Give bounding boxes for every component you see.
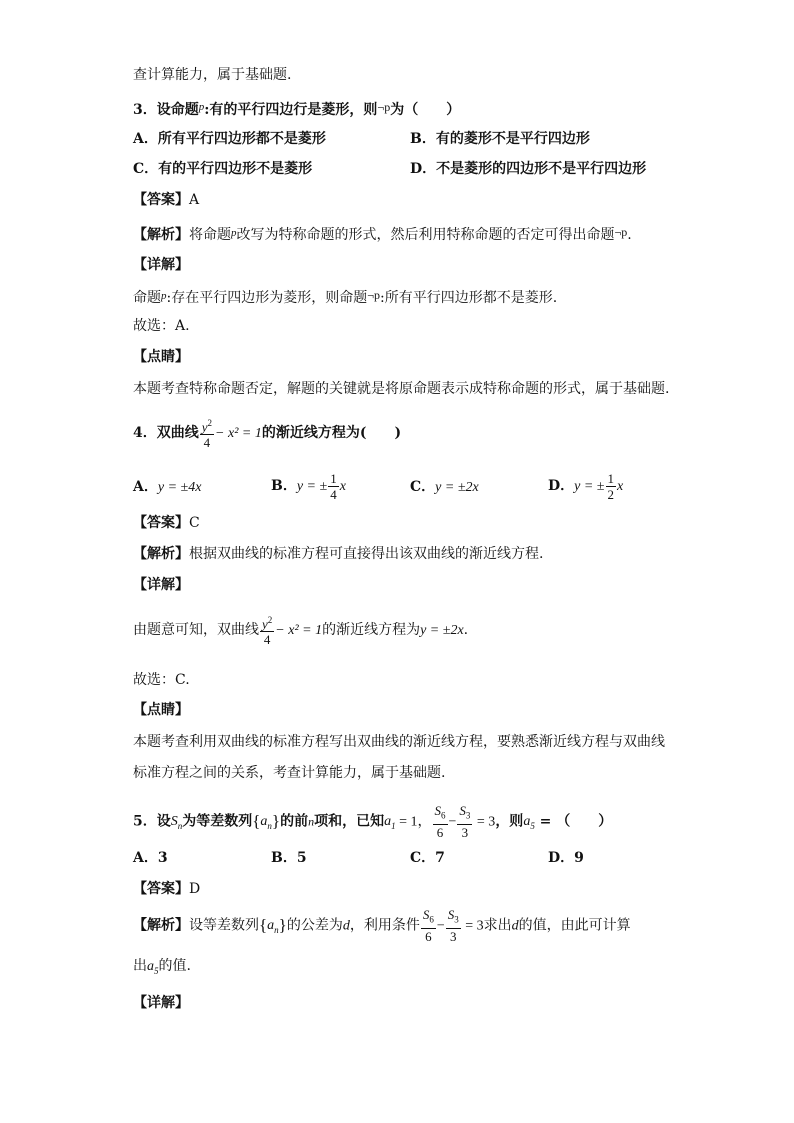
q5-option-d[interactable]: D．9	[548, 850, 584, 866]
q4-option-c[interactable]: C．y = ±2x	[410, 479, 479, 495]
q4-detail-heading: 【详解】	[133, 577, 189, 593]
q4-option-a[interactable]: A．y = ±4x	[133, 479, 202, 495]
q3-option-d[interactable]: D．不是菱形的四边形不是平行四边形	[410, 161, 647, 177]
q3-analysis: 【解析】将命题$^p$改写为特称命题的形式，然后利用特称命题的否定可得出命题¬p.	[133, 225, 632, 243]
q3-answer: 【答案】A	[133, 192, 200, 208]
continuation-text: 查计算能力，属于基础题.	[133, 67, 292, 83]
q5-detail-heading: 【详解】	[133, 995, 189, 1011]
q4-comment-line-1: 本题考查利用双曲线的标准方程写出双曲线的渐近线方程，要熟悉渐近线方程与双曲线	[133, 734, 665, 750]
q3-option-a[interactable]: A．所有平行四边形都不是菱形	[133, 131, 326, 147]
q3-comment: 本题考查特称命题否定，解题的关键就是将原命题表示成特称命题的形式，属于基础题.	[133, 381, 670, 397]
q4-answer: 【答案】C	[133, 515, 200, 531]
q3-comment-heading: 【点睛】	[133, 349, 189, 365]
q5-answer: 【答案】D	[133, 881, 201, 897]
q3-option-b[interactable]: B．有的菱形不是平行四边形	[410, 131, 590, 147]
q3-choice: 故选：A.	[133, 318, 190, 334]
q4-analysis: 【解析】根据双曲线的标准方程可直接得出该双曲线的渐近线方程.	[133, 546, 544, 562]
question-3-stem: 3．设命题$^p$:有的平行四边行是菱形，则¬p为（ ）	[133, 100, 461, 118]
q5-option-b[interactable]: B．5	[271, 850, 307, 866]
q4-choice: 故选：C.	[133, 672, 190, 688]
q5-option-c[interactable]: C．7	[410, 850, 445, 866]
q5-analysis-cont: 出$a_5$的值.	[133, 958, 191, 976]
q3-detail-heading: 【详解】	[133, 257, 189, 273]
q3-detail: 命题$^p$:存在平行四边形为菱形，则命题¬p:所有平行四边形都不是菱形.	[133, 288, 558, 306]
q4-detail: 由题意可知，双曲线 $\frac{y^2}{4}$ − x² = 1的渐近线方程为y = ±2x.	[133, 614, 469, 648]
question-4-stem: 4．双曲线 $\frac{y^2}{4}$ − x² = 1的渐近线方程为( )	[133, 417, 402, 451]
q5-analysis: 【解析】设等差数列$\{a_n\}$的公差为d，利用条件 $\frac{S_6}{6}$ − $\frac{S_3}{3}$ = 3求出d的值，由此可计算	[133, 907, 631, 944]
q4-comment-line-2: 标准方程之间的关系，考查计算能力，属于基础题.	[133, 765, 446, 781]
q4-comment-heading: 【点睛】	[133, 702, 189, 718]
q3-option-c[interactable]: C．有的平行四边形不是菱形	[133, 161, 313, 177]
q4-option-b[interactable]: B．y = ± $\frac{1}{4}$ x	[271, 470, 346, 502]
q4-option-d[interactable]: D．y = ± $\frac{1}{2}$ x	[548, 470, 624, 502]
q5-option-a[interactable]: A．3	[133, 850, 168, 866]
question-5-stem: 5．设$S_n$为等差数列$\{a_n\}$的前n项和，已知$a_1 = 1$， $\frac{S_6}{6}$ − $\frac{S_3}{3}$ = 3，则$a_5$ = （ ）	[133, 803, 613, 840]
